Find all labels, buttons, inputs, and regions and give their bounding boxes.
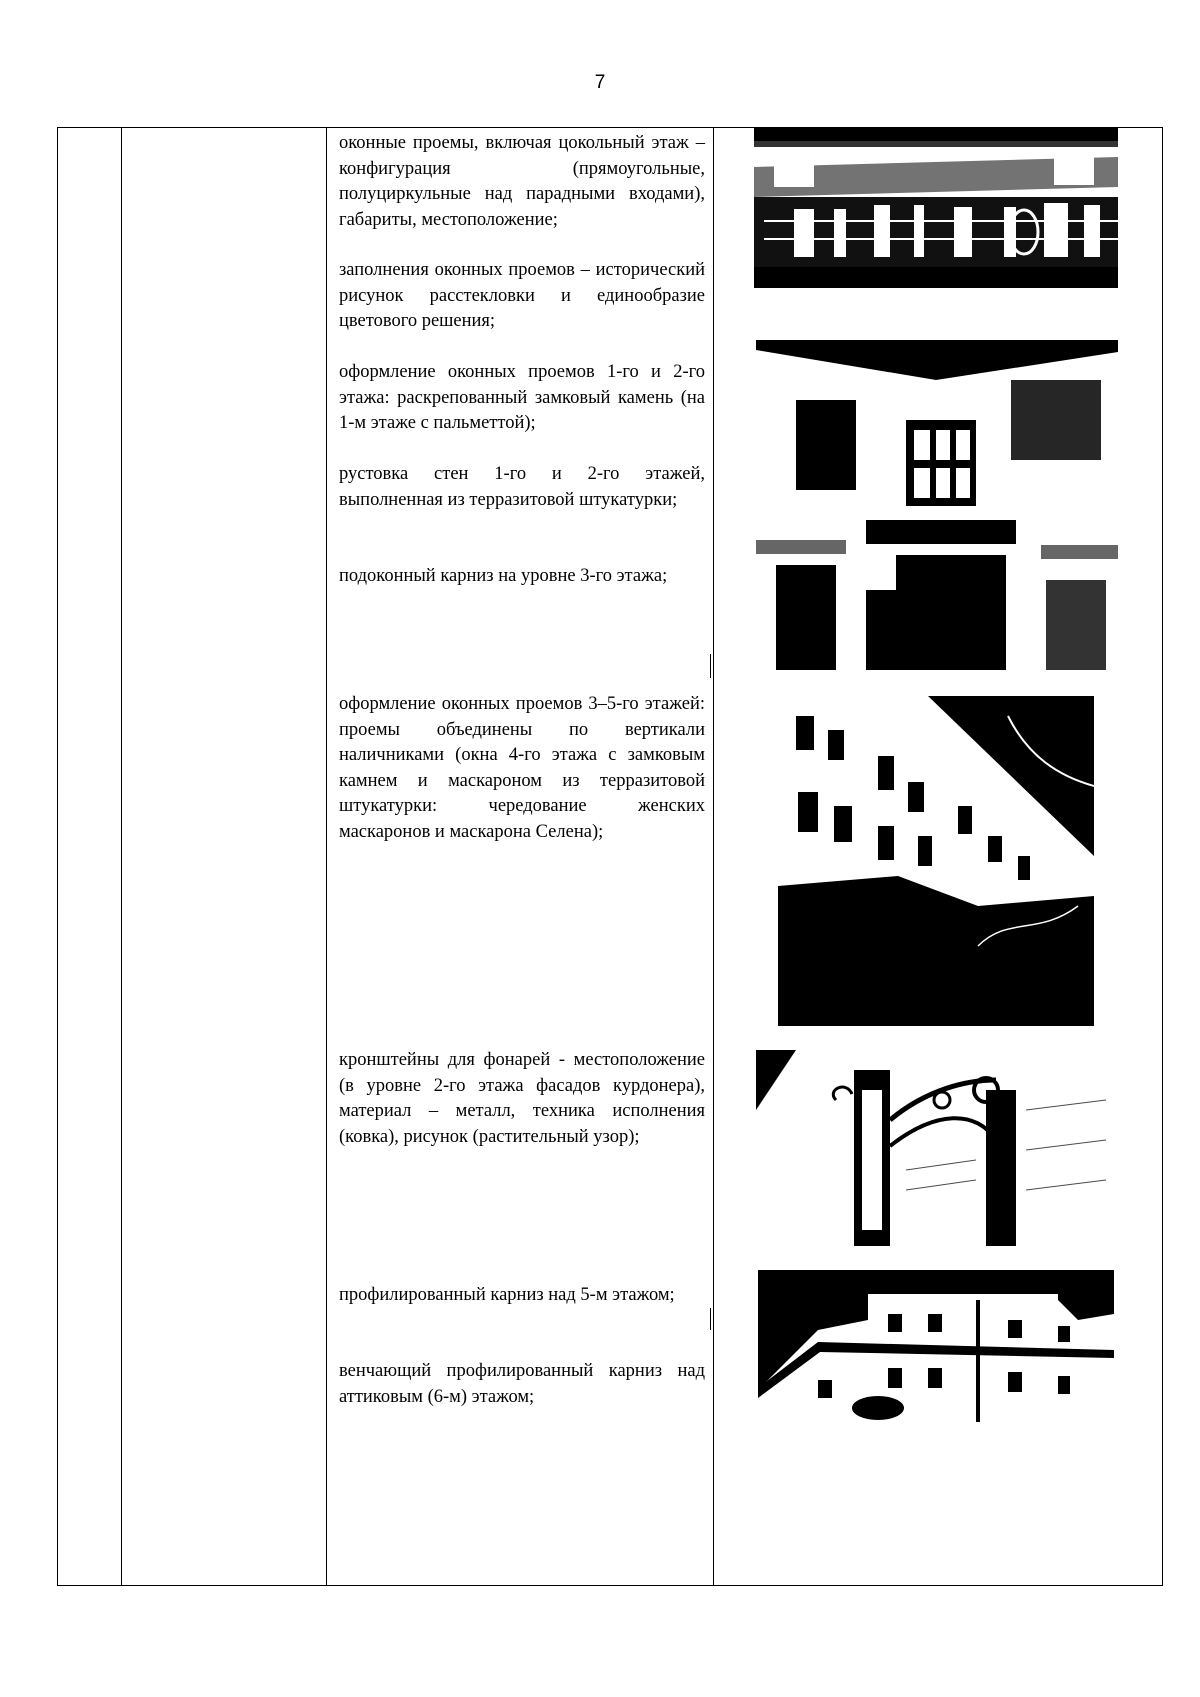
feature-item-window-openings: оконные проемы, включая цокольный этаж – конфигурация (прямоугольные, полуциркульные над парадными входами), габариты, местоположение; [339, 133, 705, 230]
scan-mark [710, 654, 711, 678]
column-divider-3 [713, 127, 714, 1586]
column-divider-1 [121, 127, 122, 1586]
photo-cornice-attic [758, 1270, 1114, 1422]
feature-item-window-decoration-1-2: оформление оконных проемов 1-го и 2-го этажа: раскрепованный замковый камень (на 1-м этаже с пальметтой); [339, 362, 705, 433]
feature-item-lamp-brackets: кронштейны для фонарей - местоположение (в уровне 2-го этажа фасадов курдонера), материал – металл, техника исполнения (ковка), рисунок (растительный узор); [339, 1050, 705, 1147]
scan-mark [710, 1308, 711, 1330]
feature-item-cornice-5th-floor: профилированный карниз над 5-м этажом; [339, 1285, 675, 1305]
feature-item-window-fillings: заполнения оконных проемов – исторический рисунок расстекловки и единообразие цветового решения; [339, 260, 705, 331]
column-divider-2 [326, 127, 327, 1586]
feature-item-wall-rustication: рустовка стен 1-го и 2-го этажей, выполненная из терразитовой штукатурки; [339, 464, 705, 510]
photo-ground-floor-windows [754, 127, 1118, 288]
photo-upper-floor-windows [778, 696, 1094, 1026]
feature-item-crowning-cornice: венчающий профилированный карниз над аттиковым (6-м) этажом; [339, 1361, 705, 1407]
photo-lamp-bracket [756, 1050, 1114, 1246]
feature-item-window-decoration-3-5: оформление оконных проемов 3–5-го этажей: проемы объединены по вертикали наличниками (окна 4-го этажа с замковым камнем и маскароном из терразитовой штукатурки: чередование женских маскаронов и маскарона Селена); [339, 694, 705, 842]
photo-courtyard-entrance [756, 340, 1118, 670]
feature-item-sill-cornice: подоконный карниз на уровне 3-го этажа; [339, 566, 668, 586]
page-number: 7 [594, 72, 606, 93]
